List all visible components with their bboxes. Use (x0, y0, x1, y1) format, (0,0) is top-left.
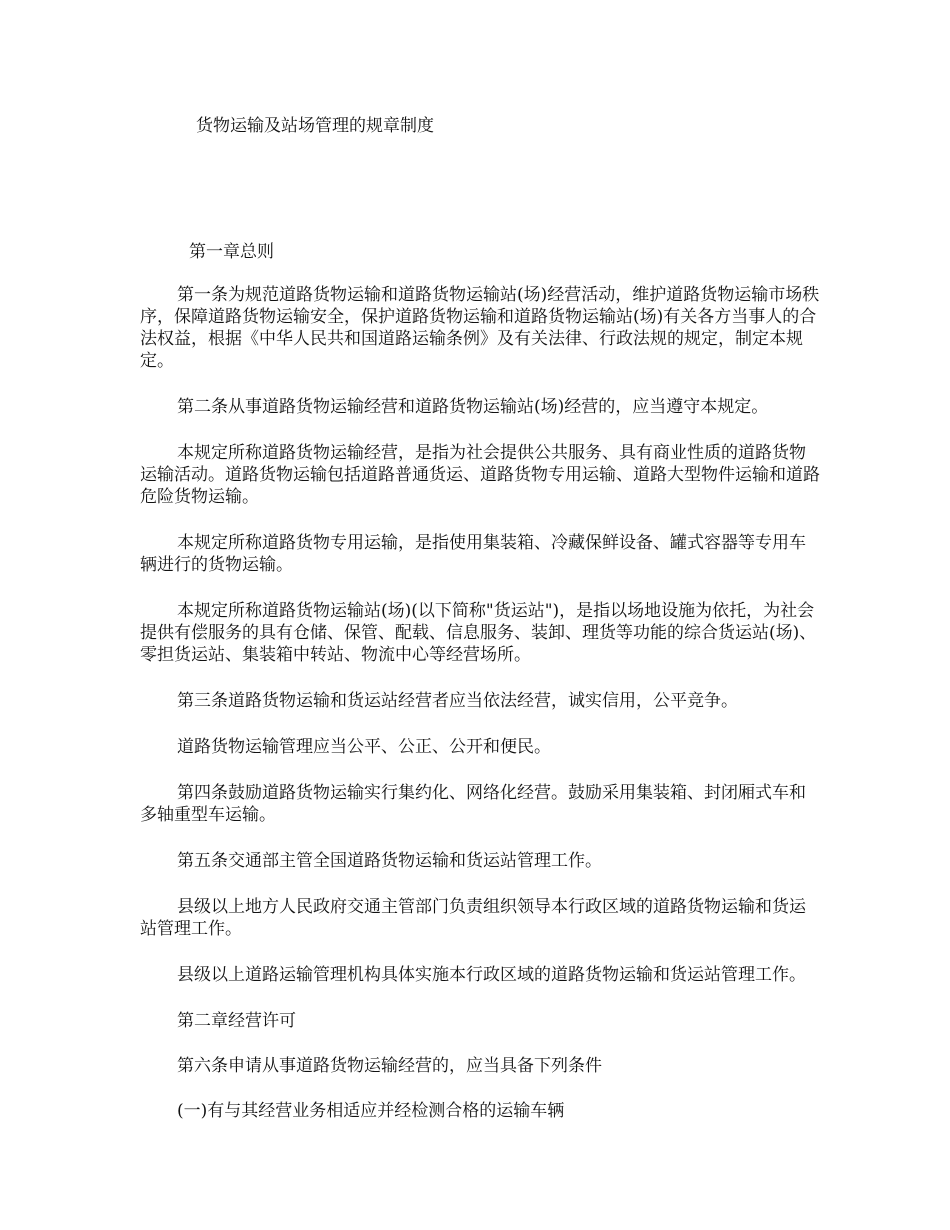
paragraph-article-4: 第四条鼓励道路货物运输实行集约化、网络化经营。鼓励采用集装箱、封闭厢式车和多轴重型车运输。 (140, 783, 806, 825)
paragraph-article-1: 第一条为规范道路货物运输和道路货物运输站(场)经营活动，维护道路货物运输市场秩序，保障道路货物运输安全，保护道路货物运输和道路货物运输站(场)有关各方当事人的合法权益，根据《中华人民共和国道路运输条例》及有关法律、行政法规的规定，制定本规定。 (140, 285, 820, 371)
paragraph-county-agency: 县级以上道路运输管理机构具体实施本行政区域的道路货物运输和货运站管理工作。 (177, 965, 806, 985)
paragraph-definition-station: 本规定所称道路货物运输站(场)(以下简称"货运站")，是指以场地设施为依托，为社会提供有偿服务的具有仓储、保管、配载、信息服务、装卸、理货等功能的综合货运站(场)、零担货运站、集装箱中转站、物流中心等经营场所。 (140, 601, 817, 665)
paragraph-article-3: 第三条道路货物运输和货运站经营者应当依法经营，诚实信用，公平竞争。 (177, 691, 738, 711)
document-title: 货物运输及站场管理的规章制度 (196, 116, 434, 136)
paragraph-article-5: 第五条交通部主管全国道路货物运输和货运站管理工作。 (177, 851, 602, 871)
document-body (140, 284, 820, 1146)
paragraph-item-1: (一)有与其经营业务相适应并经检测合格的运输车辆 (177, 1101, 565, 1121)
paragraph-management-principle: 道路货物运输管理应当公平、公正、公开和便民。 (177, 737, 551, 757)
paragraph-definition-freight: 本规定所称道路货物运输经营，是指为社会提供公共服务、具有商业性质的道路货物运输活动。道路货物运输包括道路普通货运、道路货物专用运输、道路大型物件运输和道路危险货物运输。 (140, 443, 820, 507)
paragraph-article-6: 第六条申请从事道路货物运输经营的，应当具备下列条件 (177, 1056, 602, 1076)
paragraph-article-2: 第二条从事道路货物运输经营和道路货物运输站(场)经营的，应当遵守本规定。 (177, 397, 769, 417)
paragraph-definition-special: 本规定所称道路货物专用运输，是指使用集装箱、冷藏保鲜设备、罐式容器等专用车辆进行的货物运输。 (140, 533, 806, 575)
chapter-heading-1: 第一章总则 (189, 242, 274, 262)
chapter-heading-2: 第二章经营许可 (177, 1011, 296, 1031)
paragraph-local-government: 县级以上地方人民政府交通主管部门负责组织领导本行政区域的道路货物运输和货运站管理工作。 (140, 897, 806, 939)
